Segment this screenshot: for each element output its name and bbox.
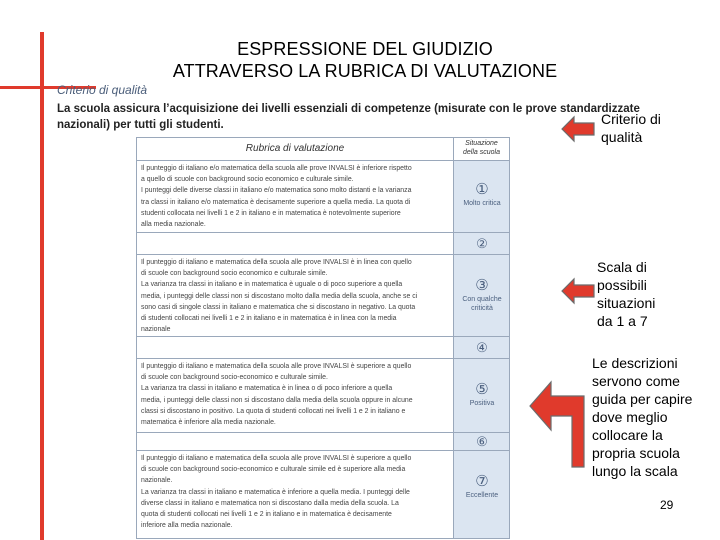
annotation-line: Criterio di [601, 111, 661, 127]
level-1-label: Molto critica [463, 200, 501, 207]
annotation-line: qualità [601, 129, 643, 145]
annotation-line: servono come [592, 373, 680, 389]
annotation-descrizioni [592, 354, 692, 480]
arrow-left-icon [560, 276, 596, 306]
rubric-line: a quello di scuole con background socio economico e culturale simile. [141, 176, 354, 184]
rubric-line: La varianza tra classi in italiano e in matematica è uguale o di poco superiore a quella [141, 281, 403, 289]
level-cell [453, 255, 510, 337]
rubric-line: Il punteggio di italiano e matematica della scuola alle prove INVALSI è superiore a quello [141, 363, 412, 370]
level-4-symbol: ④ [476, 340, 488, 355]
rubric-line: tra classi in italiano e/o matematica è decisamente superiore a quella media. La quota di [141, 198, 411, 206]
annotation-line: guida per capire [592, 391, 693, 407]
rubric-line: di studenti collocati nei livelli 1 e 2 in italiano e in matematica è in linea con la media [141, 315, 397, 323]
slide-title-line2: ATTRAVERSO LA RUBRICA DI VALUTAZIONE [172, 61, 558, 81]
level-5-label: Positiva [469, 400, 495, 407]
annotation-line: dove meglio [592, 409, 668, 425]
rubric-line: sono casi di singole classi in italiano e matematica che si discostano in negativo. La quota [141, 303, 416, 311]
rubric-header-side [454, 139, 509, 157]
annotation-line: collocare la [592, 427, 663, 443]
rubric-line: di scuole con background socio economico e culturale simile. [141, 270, 328, 278]
rubric-row-level-3 [137, 254, 509, 337]
rubric-line: nazionale [141, 326, 171, 334]
annotation-line: da 1 a 7 [597, 313, 648, 329]
annotation-criterio [601, 110, 661, 146]
rubric-header-side-line2: della scuola [463, 149, 500, 156]
level-7-symbol: ⑦ [475, 473, 489, 490]
rubric-line: quota di studenti collocati nei livelli 1 e 2 in italiano e in matematica è decisamente [141, 511, 392, 519]
annotation-scala [597, 258, 655, 330]
rubric-line: classi si discostano in positivo. La quota di studenti collocati nei livelli 1 e 2 in italiano e [141, 407, 406, 415]
level-3-label-line1: Con qualche [462, 296, 502, 303]
slide-title-line1: ESPRESSIONE DEL GIUDIZIO [237, 39, 493, 59]
rubric-line: La varianza tra classi in italiano e matematica è inferiore a quella media. I punteggi delle [141, 488, 410, 496]
criterion-heading: Criterio di qualità [57, 83, 148, 97]
criterion-text-line1: La scuola assicura l’acquisizione dei livelli essenziali di competenze (misurate con le prove standardizzate [57, 103, 640, 115]
rubric-line: La varianza tra classi in italiano e matematica è in linea o di poco inferiore a quella [141, 385, 393, 393]
level-cell [453, 161, 510, 233]
annotation-line: possibili [597, 277, 647, 293]
rubric-line: di scuole con background socio-economico e culturale simile ed è superiore alla media [141, 466, 406, 474]
slide-title [130, 38, 600, 82]
rubric-row-level-6 [137, 432, 509, 451]
annotation-line: Le descrizioni [592, 355, 678, 371]
rubric-line: Il punteggio di italiano e matematica della scuola alle prove INVALSI è superiore a quello [141, 455, 412, 462]
level-1-symbol: ① [475, 181, 489, 198]
annotation-line: Scala di [597, 259, 647, 275]
rubric-line: inferiore alla media nazionale. [141, 522, 233, 530]
rubric-line: I punteggi delle diverse classi in italiano e/o matematica sono molto distanti e la varianza [141, 187, 412, 195]
annotation-line: situazioni [597, 295, 656, 311]
rubric-table [136, 137, 510, 539]
arrow-left-icon [560, 114, 596, 144]
rubric-row-text [141, 257, 449, 335]
level-cell [453, 337, 510, 359]
rubric-line: diverse classi in italiano e matematica non si discostano dalla media della scuola. La [141, 499, 399, 507]
criterion-text-line2: nazionali) per tutti gli studenti. [57, 119, 224, 131]
rubric-row-level-1 [137, 160, 509, 233]
bent-arrow-icon [527, 378, 587, 470]
level-cell [453, 359, 510, 433]
rubric-line: matematica è inferiore alla media nazionale. [141, 419, 276, 427]
rubric-line: alla media nazionale. [141, 221, 206, 229]
rubric-row-level-7 [137, 450, 509, 539]
level-5-symbol: ⑤ [475, 381, 489, 398]
rubric-row-level-2 [137, 232, 509, 255]
level-cell [453, 451, 510, 539]
annotation-line: lungo la scala [592, 463, 678, 479]
rubric-header-side-line1: Situazione [465, 140, 498, 147]
rubric-header [137, 138, 509, 160]
rubric-line: nazionale. [141, 477, 173, 485]
level-3-label-line2: criticità [471, 305, 493, 312]
accent-vertical-line [40, 32, 44, 540]
rubric-row-level-5 [137, 358, 509, 433]
rubric-row-text [141, 453, 449, 531]
page-number: 29 [660, 498, 674, 512]
rubric-row-level-4 [137, 336, 509, 359]
rubric-line: di scuole con background socio-economico e culturale simile. [141, 374, 328, 382]
level-cell [453, 433, 510, 451]
rubric-row-text [141, 163, 449, 230]
rubric-line: media, i punteggi delle classi non si discostano dalla media della scuola oppure in alcune [141, 396, 413, 404]
rubric-row-text [141, 361, 449, 428]
level-3-symbol: ③ [475, 277, 489, 294]
level-2-symbol: ② [476, 236, 488, 251]
level-7-label: Eccellente [465, 492, 499, 499]
annotation-line: propria scuola [592, 445, 680, 461]
rubric-line: studenti collocata nei livelli 1 e 2 in italiano e in matematica è notevolmente superiore [141, 209, 401, 217]
rubric-header-title: Rubrica di valutazione [137, 138, 454, 160]
level-6-symbol: ⑥ [476, 434, 488, 449]
rubric-line: media, i punteggi delle classi non si discostano molto dalla media della scuola, anche se ci [141, 292, 418, 300]
rubric-line: Il punteggio di italiano e matematica della scuola alle prove INVALSI è in linea con quello [141, 259, 412, 266]
rubric-line: Il punteggio di italiano e/o matematica della scuola alle prove INVALSI è inferiore rispetto [141, 165, 412, 172]
level-cell [453, 233, 510, 255]
